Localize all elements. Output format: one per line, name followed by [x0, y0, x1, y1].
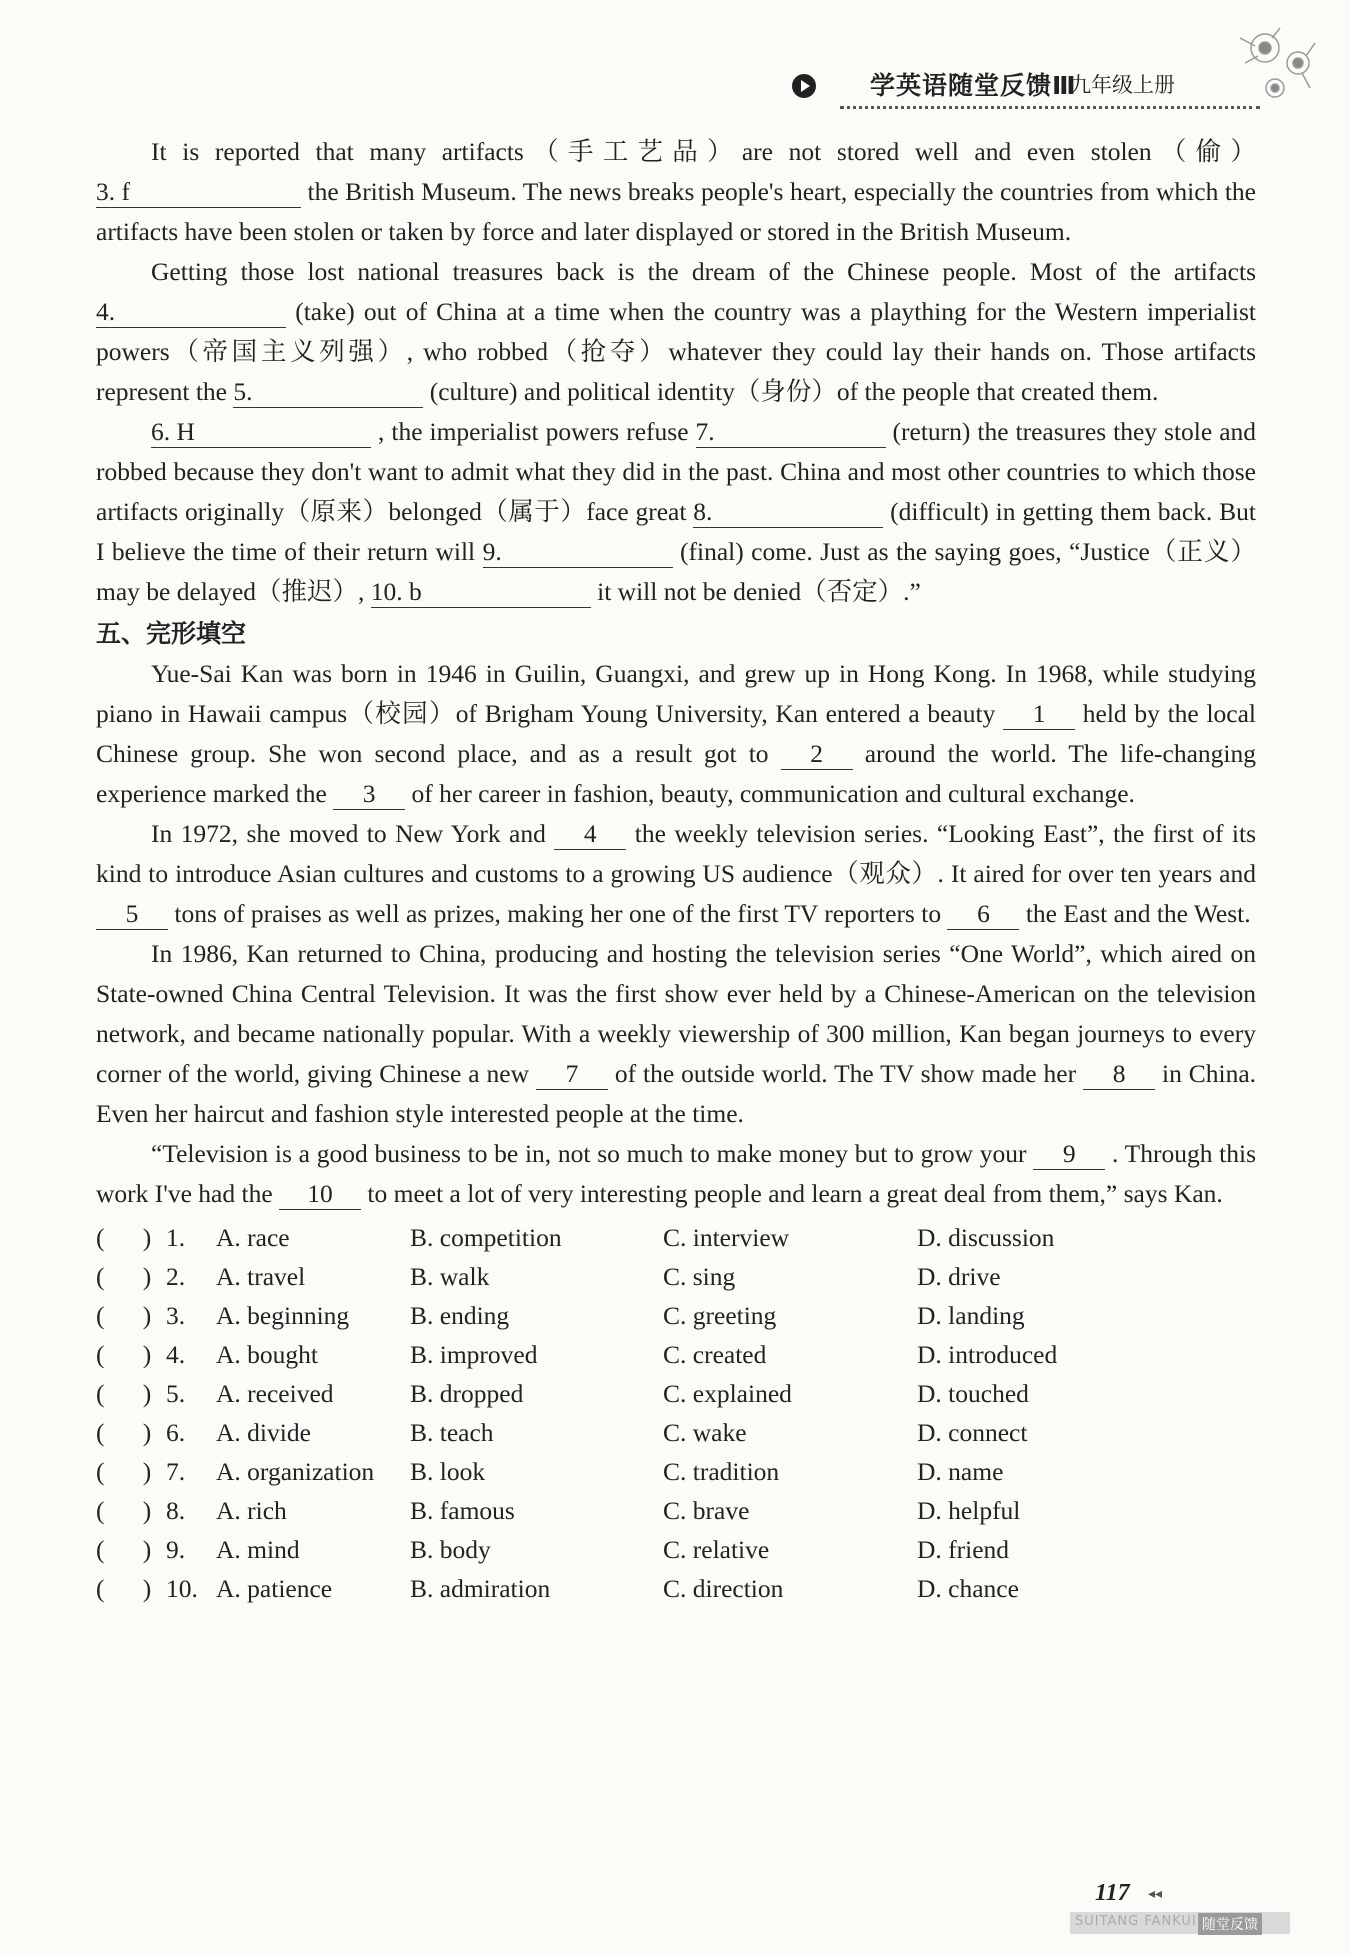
- cloze-paragraph-3: [96, 934, 1256, 1134]
- answer-paren[interactable]: ( ): [96, 1222, 152, 1252]
- option-d[interactable]: D. introduced: [917, 1339, 1058, 1369]
- answer-paren[interactable]: ( ): [96, 1573, 152, 1603]
- arrow-left-icon: ◂◂: [1148, 1887, 1163, 1902]
- option-c[interactable]: C. explained: [663, 1378, 792, 1408]
- book-title: 学英语随堂反馈Ⅲ: [870, 71, 1077, 100]
- answer-blank-9[interactable]: 9.: [483, 537, 673, 568]
- passage-paragraph-1: [96, 132, 1256, 252]
- answer-paren[interactable]: ( ): [96, 1261, 152, 1291]
- option-c[interactable]: C. direction: [663, 1573, 784, 1603]
- option-row: [96, 1374, 1256, 1413]
- option-d[interactable]: D. name: [917, 1456, 1004, 1486]
- option-a[interactable]: A. organization: [216, 1456, 375, 1486]
- option-row: [96, 1452, 1256, 1491]
- option-b[interactable]: B. improved: [410, 1339, 538, 1369]
- option-row: [96, 1335, 1256, 1374]
- passage-text: (culture) and political identity（身份）of the people that created them.: [429, 377, 1159, 406]
- option-d[interactable]: D. friend: [917, 1534, 1010, 1564]
- cloze-blank-8[interactable]: 8: [1083, 1059, 1155, 1090]
- option-c[interactable]: C. wake: [663, 1417, 747, 1447]
- answer-blank-3[interactable]: 3. f: [96, 177, 301, 208]
- book-subtitle: 九年级上册: [1070, 73, 1175, 97]
- option-b[interactable]: B. body: [410, 1534, 491, 1564]
- passage-paragraph-2: [96, 252, 1256, 412]
- cloze-blank-10[interactable]: 10: [279, 1179, 361, 1210]
- options-list: [96, 1218, 1256, 1608]
- option-row: [96, 1296, 1256, 1335]
- answer-blank-5[interactable]: 5.: [233, 377, 423, 408]
- question-number: 4.: [166, 1339, 186, 1369]
- cloze-paragraph-2: [96, 814, 1256, 934]
- option-row: [96, 1218, 1256, 1257]
- option-b[interactable]: B. admiration: [410, 1573, 551, 1603]
- play-icon: [792, 74, 816, 98]
- option-row: [96, 1530, 1256, 1569]
- option-row: [96, 1257, 1256, 1296]
- question-number: 7.: [166, 1456, 186, 1486]
- question-number: 10.: [166, 1573, 198, 1603]
- option-a[interactable]: A. race: [216, 1222, 290, 1252]
- footer-text: SUITANG FANKUI: [1075, 1914, 1197, 1929]
- cloze-text: In 1972, she moved to New York and: [151, 819, 546, 848]
- option-a[interactable]: A. rich: [216, 1495, 287, 1525]
- option-a[interactable]: A. mind: [216, 1534, 300, 1564]
- answer-blank-7[interactable]: 7.: [696, 417, 886, 448]
- cloze-text: around the world. The life-changing experience marked the: [96, 739, 1257, 808]
- cloze-blank-5[interactable]: 5: [96, 899, 168, 930]
- option-row: [96, 1413, 1256, 1452]
- answer-paren[interactable]: ( ): [96, 1378, 152, 1408]
- answer-paren[interactable]: ( ): [96, 1339, 152, 1369]
- answer-blank-10[interactable]: 10. b: [371, 577, 591, 608]
- cloze-blank-9[interactable]: 9: [1033, 1139, 1105, 1170]
- cloze-text: of her career in fashion, beauty, communication and cultural exchange.: [411, 779, 1135, 808]
- answer-blank-4[interactable]: 4.: [96, 297, 286, 328]
- cloze-blank-2[interactable]: 2: [781, 739, 853, 770]
- option-b[interactable]: B. teach: [410, 1417, 494, 1447]
- option-a[interactable]: A. received: [216, 1378, 334, 1408]
- option-c[interactable]: C. sing: [663, 1261, 736, 1291]
- option-c[interactable]: C. relative: [663, 1534, 770, 1564]
- option-a[interactable]: A. bought: [216, 1339, 318, 1369]
- option-c[interactable]: C. tradition: [663, 1456, 780, 1486]
- option-b[interactable]: B. walk: [410, 1261, 490, 1291]
- passage-text: the British Museum. The news breaks people's heart, especially the countries from which the artifacts have been stolen or taken by force and later displayed or stored in the British Museum.: [96, 177, 1256, 246]
- cloze-blank-4[interactable]: 4: [554, 819, 626, 850]
- question-number: 8.: [166, 1495, 186, 1525]
- option-d[interactable]: D. drive: [917, 1261, 1001, 1291]
- answer-paren[interactable]: ( ): [96, 1534, 152, 1564]
- passage-text: it will not be denied（否定）.”: [597, 577, 921, 606]
- passage-text: (difficult) in getting them back. But I believe the time of their return will: [96, 497, 1256, 566]
- option-c[interactable]: C. created: [663, 1339, 767, 1369]
- passage-text: (final) come. Just as the saying goes, “Justice（正义）may be delayed（推迟）,: [96, 537, 1257, 606]
- option-b[interactable]: B. competition: [410, 1222, 562, 1252]
- cloze-text: . Through this work I've had the: [96, 1139, 1257, 1208]
- question-number: 1.: [166, 1222, 186, 1252]
- option-b[interactable]: B. look: [410, 1456, 486, 1486]
- cloze-text: of the outside world. The TV show made her: [614, 1059, 1077, 1088]
- answer-paren[interactable]: ( ): [96, 1456, 152, 1486]
- option-b[interactable]: B. famous: [410, 1495, 515, 1525]
- option-row: [96, 1491, 1256, 1530]
- option-row: [96, 1569, 1256, 1608]
- passage-text: (return) the treasures they stole and robbed because they don't want to admit what they did in the past. China and most other countries to which those artifacts originally（原来）belonged（属于）face great: [96, 417, 1257, 526]
- answer-paren[interactable]: ( ): [96, 1300, 152, 1330]
- cloze-text: tons of praises as well as prizes, making her one of the first TV reporters to: [174, 899, 942, 928]
- cloze-text: “Television is a good business to be in, not so much to make money but to grow your: [151, 1139, 1027, 1168]
- cloze-text: in China. Even her haircut and fashion style interested people at the time.: [96, 1059, 1257, 1128]
- cloze-text: Yue-Sai Kan was born in 1946 in Guilin, Guangxi, and grew up in Hong Kong. In 1968, while studying piano in Hawaii campus（校园）of Brigham Young University, Kan entered a beauty: [96, 659, 1256, 728]
- question-number: 5.: [166, 1378, 186, 1408]
- option-d[interactable]: D. chance: [917, 1573, 1019, 1603]
- cloze-text: to meet a lot of very interesting people and learn a great deal from them,” says Kan.: [367, 1179, 1223, 1208]
- question-number: 9.: [166, 1534, 186, 1564]
- question-number: 3.: [166, 1300, 186, 1330]
- passage-text: It is reported that many artifacts（手工艺品）are not stored well and even stolen（偷）: [151, 137, 1256, 166]
- option-c[interactable]: C. greeting: [663, 1300, 777, 1330]
- answer-paren[interactable]: ( ): [96, 1495, 152, 1525]
- cloze-blank-3[interactable]: 3: [333, 779, 405, 810]
- option-d[interactable]: D. discussion: [917, 1222, 1055, 1252]
- option-d[interactable]: D. landing: [917, 1300, 1025, 1330]
- cloze-text: In 1986, Kan returned to China, producing and hosting the television series “One World”, which aired on State-owned China Central Television. It was the first show ever held by a Chinese-American on the television network, and became nationally popular. With a weekly viewership of 300 million, Kan began journeys to every corner of the world, giving Chinese a new: [96, 939, 1256, 1088]
- footer-tag: 随堂反馈: [1198, 1913, 1262, 1935]
- cloze-blank-6[interactable]: 6: [947, 899, 1019, 930]
- passage-text: , the imperialist powers refuse: [378, 417, 689, 446]
- option-a[interactable]: A. patience: [216, 1573, 333, 1603]
- section-title: 五、完形填空: [96, 619, 247, 648]
- option-b[interactable]: B. ending: [410, 1300, 510, 1330]
- cloze-text: the weekly television series. “Looking East”, the first of its kind to introduce Asian cultures and customs to a growing US audience（观众）. It aired for over ten years and: [96, 819, 1257, 888]
- option-a[interactable]: A. beginning: [216, 1300, 350, 1330]
- option-a[interactable]: A. divide: [216, 1417, 311, 1447]
- page-content: [96, 132, 1256, 1608]
- cloze-blank-7[interactable]: 7: [536, 1059, 608, 1090]
- option-a[interactable]: A. travel: [216, 1261, 306, 1291]
- option-b[interactable]: B. dropped: [410, 1378, 524, 1408]
- cloze-text: the East and the West.: [1025, 899, 1251, 928]
- cloze-paragraph-4: [96, 1134, 1256, 1214]
- passage-text: (take) out of China at a time when the country was a plaything for the Western imperialist powers（帝国主义列强）, who robbed（抢夺）whatever they could lay their hands on. Those artifacts represent the: [96, 297, 1257, 406]
- option-d[interactable]: D. connect: [917, 1417, 1028, 1447]
- question-number: 6.: [166, 1417, 186, 1447]
- option-d[interactable]: D. helpful: [917, 1495, 1021, 1525]
- answer-blank-6[interactable]: 6. H: [151, 417, 371, 448]
- cloze-blank-1[interactable]: 1: [1003, 699, 1075, 730]
- answer-paren[interactable]: ( ): [96, 1417, 152, 1447]
- question-number: 2.: [166, 1261, 186, 1291]
- option-c[interactable]: C. brave: [663, 1495, 750, 1525]
- header-divider: [840, 106, 1260, 109]
- passage-paragraph-3: [96, 412, 1256, 612]
- cloze-text: held by the local Chinese group. She won second place, and as a result got to: [96, 699, 1257, 768]
- answer-blank-8[interactable]: 8.: [693, 497, 883, 528]
- option-d[interactable]: D. touched: [917, 1378, 1029, 1408]
- page-number: 117: [1095, 1880, 1130, 1906]
- cloze-paragraph-1: [96, 654, 1256, 814]
- passage-text: Getting those lost national treasures back is the dream of the Chinese people. Most of the artifacts: [151, 257, 1256, 286]
- flower-decoration-icon: [1230, 18, 1330, 118]
- option-c[interactable]: C. interview: [663, 1222, 790, 1252]
- page-header: [780, 62, 1280, 102]
